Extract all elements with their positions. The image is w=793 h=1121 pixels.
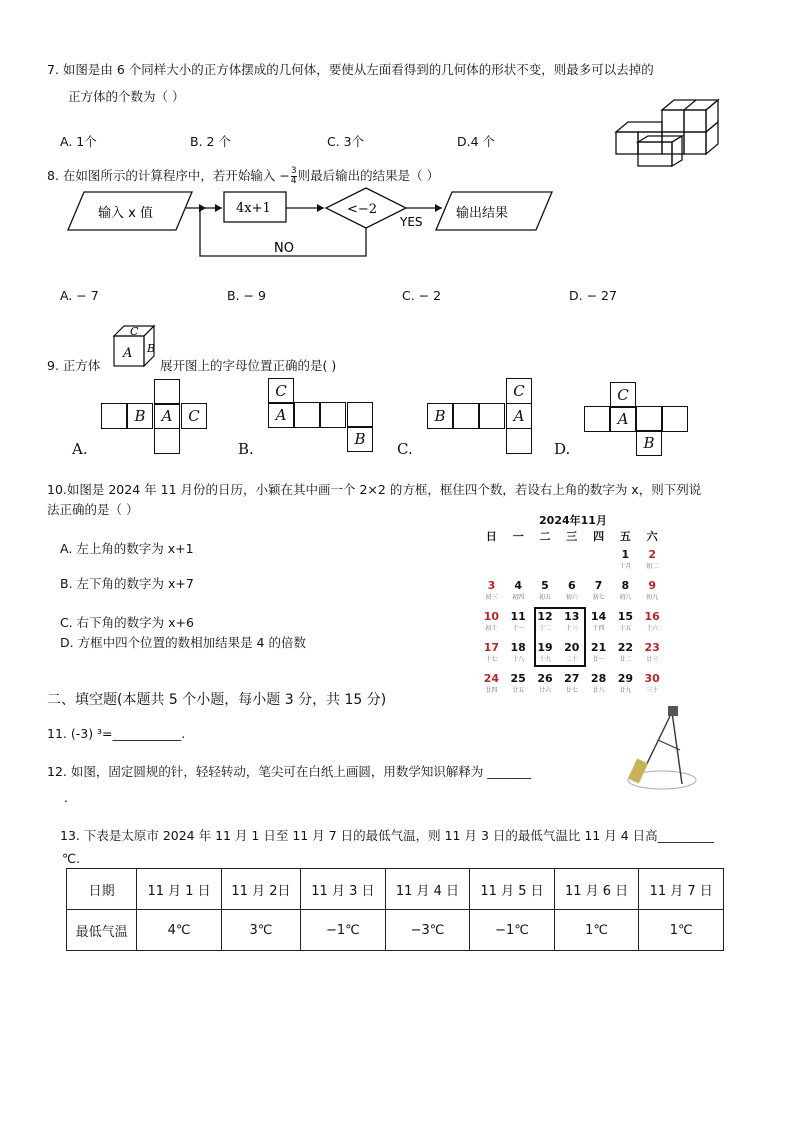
calendar-day-number <box>558 548 585 562</box>
q8-frac-den: 4 <box>290 176 297 186</box>
q8-frac-num: 3 <box>290 166 297 176</box>
calendar-day-number: 3 <box>487 579 496 592</box>
table-cell: 11 月 5 日 <box>470 869 555 910</box>
q7-line2: 正方体的个数为（ ） <box>68 89 185 104</box>
calendar-weekdays <box>478 528 668 548</box>
flow-input-text: 输入 x 值 <box>98 206 153 221</box>
net-a-a: A <box>154 403 180 429</box>
q13-line2: ℃. <box>62 851 81 866</box>
calendar-day-number: 20 <box>564 641 580 654</box>
calendar-day-number: 1 <box>621 548 630 561</box>
flow-no-label: NO <box>274 241 294 256</box>
calendar-day-number: 26 <box>537 672 553 685</box>
calendar-lunar-date: 初十 <box>485 625 498 632</box>
calendar-lunar-date: 十月 <box>619 563 632 570</box>
q9-label-b: B. <box>238 440 254 458</box>
calendar-day-number: 8 <box>621 579 630 592</box>
flow-yes-label: YES <box>400 215 423 229</box>
table-cell: 11 月 3 日 <box>301 869 386 910</box>
calendar-lunar-date: 十六 <box>646 625 659 632</box>
calendar-lunar-date <box>585 562 612 579</box>
net-a-c: C <box>181 403 207 429</box>
q10-option-a: A. 左上角的数字为 x+1 <box>60 541 194 556</box>
calendar-day-number: 24 <box>483 672 500 685</box>
calendar-lunar-date: 二十 <box>565 656 578 663</box>
calendar-number-row <box>478 579 668 593</box>
calendar-day-number <box>532 548 559 562</box>
calendar-lunar-date: 廿六 <box>538 687 551 694</box>
calendar-lunar-row <box>478 686 668 703</box>
calendar-lunar-date: 廿一 <box>592 656 605 663</box>
calendar-lunar-row <box>478 562 668 579</box>
table-cell: −3℃ <box>385 910 470 951</box>
q9-cube-figure <box>110 324 160 368</box>
weekday: 三 <box>566 530 578 543</box>
q8-option-b: B. − 9 <box>227 288 266 303</box>
calendar-day-number: 13 <box>564 610 580 623</box>
calendar-day-number: 6 <box>567 579 576 592</box>
net-c-c: C <box>506 378 532 404</box>
calendar-lunar-date: 初六 <box>565 594 578 601</box>
q8-option-a: A. − 7 <box>60 288 99 303</box>
net-b-c: C <box>268 378 294 404</box>
flow-output-text: 输出结果 <box>456 206 509 221</box>
q8-prefix: 8. 在如图所示的计算程序中，若开始输入 − <box>47 168 290 183</box>
cube-letter-side: B <box>147 342 156 355</box>
table-cell: −1℃ <box>470 910 555 951</box>
calendar <box>478 512 668 703</box>
calendar-number-row <box>478 672 668 686</box>
q13-line1: 13. 下表是太原市 2024 年 11 月 1 日至 11 月 7 日的最低气温，则 11 月 3 日的最低气温比 11 月 4 日高_________ <box>60 828 714 843</box>
weekday: 二 <box>539 530 551 543</box>
table-cell: 11 月 2日 <box>221 869 300 910</box>
q12-line2: . <box>64 790 68 805</box>
calendar-lunar-date <box>478 562 505 579</box>
q7-option-a: A. 1个 <box>60 134 97 149</box>
q10-line2: 法正确的是（ ） <box>47 502 139 517</box>
calendar-2x2-frame <box>534 607 586 667</box>
calendar-day-number: 30 <box>644 672 660 685</box>
calendar-lunar-date: 廿五 <box>512 687 525 694</box>
calendar-lunar-date: 廿四 <box>485 687 498 694</box>
q8-text <box>47 166 439 186</box>
calendar-day-number: 28 <box>590 672 607 685</box>
calendar-lunar-date: 初三 <box>485 594 498 601</box>
calendar-lunar-date <box>558 562 585 579</box>
temperature-table <box>66 868 724 951</box>
calendar-lunar-date: 初五 <box>538 594 551 601</box>
weekday: 一 <box>512 530 524 543</box>
calendar-day-number: 15 <box>617 610 634 623</box>
q8-flowchart <box>66 186 556 262</box>
q7-option-d: D.4 个 <box>457 134 496 149</box>
q7-cube-figure <box>612 98 728 172</box>
q7-line1: 7. 如图是由 6 个同样大小的正方体摆成的几何体，要使从左面看得到的几何体的形状不变，则最多可以去掉的 <box>47 62 654 77</box>
calendar-lunar-date: 廿二 <box>619 656 632 663</box>
table-cell: 1℃ <box>554 910 639 951</box>
q8-option-d: D. − 27 <box>569 288 617 303</box>
calendar-day-number: 5 <box>541 579 549 592</box>
cube-letter-front: A <box>123 346 133 361</box>
calendar-day-number: 27 <box>564 672 580 685</box>
calendar-lunar-date: 十四 <box>592 625 605 632</box>
calendar-lunar-date: 廿三 <box>646 656 659 663</box>
calendar-lunar-date: 十八 <box>512 656 525 663</box>
q10-option-b: B. 左下角的数字为 x+7 <box>60 576 194 591</box>
calendar-lunar-date: 十三 <box>565 625 578 632</box>
net-d-c: C <box>610 382 636 408</box>
calendar-day-number: 25 <box>510 672 526 685</box>
weekday: 四 <box>593 530 605 543</box>
q10-line1: 10.如图是 2024 年 11 月份的日历，小颖在其中画一个 2×2 的方框，框住四个数，若设右上角的数字为 x，则下列说 <box>47 482 702 497</box>
calendar-lunar-date: 初九 <box>646 594 659 601</box>
net-c-b: B <box>427 403 453 429</box>
q9-label-a: A. <box>72 440 88 458</box>
calendar-day-number: 21 <box>590 641 607 654</box>
calendar-day-number: 7 <box>594 579 603 592</box>
calendar-lunar-date: 十一 <box>512 625 525 632</box>
calendar-lunar-date: 廿九 <box>619 687 632 694</box>
q9-prefix: 9. 正方体 <box>47 358 101 373</box>
calendar-lunar-date: 廿七 <box>565 687 578 694</box>
q8-suffix: 则最后输出的结果是（ ） <box>297 168 440 183</box>
table-cell: 11 月 6 日 <box>554 869 639 910</box>
compass-icon <box>618 704 698 798</box>
calendar-lunar-date: 初四 <box>512 594 525 601</box>
calendar-lunar-date: 初二 <box>646 563 659 570</box>
calendar-day-number <box>478 548 505 562</box>
calendar-lunar-date <box>505 562 532 579</box>
calendar-day-number: 18 <box>510 641 526 654</box>
flow-process-text: 4x+1 <box>236 201 271 216</box>
calendar-title: 2024年11月 <box>539 514 607 527</box>
calendar-day-number: 11 <box>510 610 526 623</box>
q8-fraction <box>291 167 297 186</box>
q12-line1: 12. 如图，固定圆规的针，轻轻转动，笔尖可在白纸上画圆，用数学知识解释为 _______ <box>47 764 532 779</box>
table-cell: 11 月 1 日 <box>137 869 222 910</box>
q7-option-c: C. 3个 <box>327 134 365 149</box>
table-cell: 11 月 4 日 <box>385 869 470 910</box>
calendar-day-number: 2 <box>648 548 656 561</box>
cube-letter-top: C <box>130 325 139 338</box>
net-d-a: A <box>610 406 636 432</box>
weekday: 日 <box>485 530 497 543</box>
calendar-lunar-date: 十二 <box>538 625 551 632</box>
q10-option-c: C. 右下角的数字为 x+6 <box>60 615 194 630</box>
q7-option-b: B. 2 个 <box>190 134 231 149</box>
calendar-lunar-date: 初八 <box>619 594 632 601</box>
net-b-a: A <box>268 402 294 428</box>
calendar-day-number: 23 <box>644 641 660 654</box>
calendar-day-number: 22 <box>617 641 634 654</box>
calendar-day-number: 16 <box>644 610 660 623</box>
calendar-day-number: 14 <box>590 610 607 623</box>
calendar-day-number: 10 <box>483 610 500 623</box>
calendar-day-number: 12 <box>537 610 553 623</box>
net-d-b: B <box>636 430 662 456</box>
section-2-title: 二、填空题(本题共 5 个小题，每小题 3 分，共 15 分) <box>47 692 387 708</box>
weekday: 五 <box>619 530 631 543</box>
calendar-lunar-date: 十五 <box>619 625 632 632</box>
q9-label-d: D. <box>554 440 571 458</box>
q8-option-c: C. − 2 <box>402 288 442 303</box>
net-b-b: B <box>347 426 373 452</box>
flow-condition-text: <−2 <box>347 202 378 217</box>
table-cell: 11 月 7 日 <box>639 869 724 910</box>
calendar-lunar-date <box>532 562 559 579</box>
calendar-lunar-date: 十九 <box>538 656 551 663</box>
table-cell: 1℃ <box>639 910 724 951</box>
calendar-lunar-date: 十七 <box>485 656 498 663</box>
table-header-row <box>67 869 724 910</box>
weekday: 六 <box>646 530 658 543</box>
q9-label-c: C. <box>397 440 413 458</box>
calendar-day-number <box>505 548 532 562</box>
q11-text: 11. (-3) ³=___________. <box>47 726 186 741</box>
calendar-lunar-date: 初七 <box>592 594 605 601</box>
calendar-day-number <box>585 548 612 562</box>
net-c-a: A <box>506 403 532 429</box>
net-a-b: B <box>127 403 153 429</box>
calendar-day-number: 19 <box>537 641 553 654</box>
table-cell: 4℃ <box>137 910 222 951</box>
table-cell: 最低气温 <box>67 910 137 951</box>
calendar-day-number: 17 <box>483 641 500 654</box>
table-row <box>67 910 724 951</box>
table-cell: 日期 <box>67 869 137 910</box>
table-cell: 3℃ <box>221 910 300 951</box>
q10-option-d: D. 方框中四个位置的数相加结果是 4 的倍数 <box>60 635 306 650</box>
calendar-day-number: 9 <box>648 579 656 592</box>
calendar-day-number: 4 <box>514 579 523 592</box>
table-cell: −1℃ <box>301 910 386 951</box>
q9-suffix: 展开图上的字母位置正确的是( ) <box>160 358 337 373</box>
calendar-number-row <box>478 548 668 562</box>
calendar-lunar-date: 三十 <box>646 687 659 694</box>
calendar-day-number: 29 <box>617 672 634 685</box>
calendar-lunar-date: 廿八 <box>592 687 605 694</box>
